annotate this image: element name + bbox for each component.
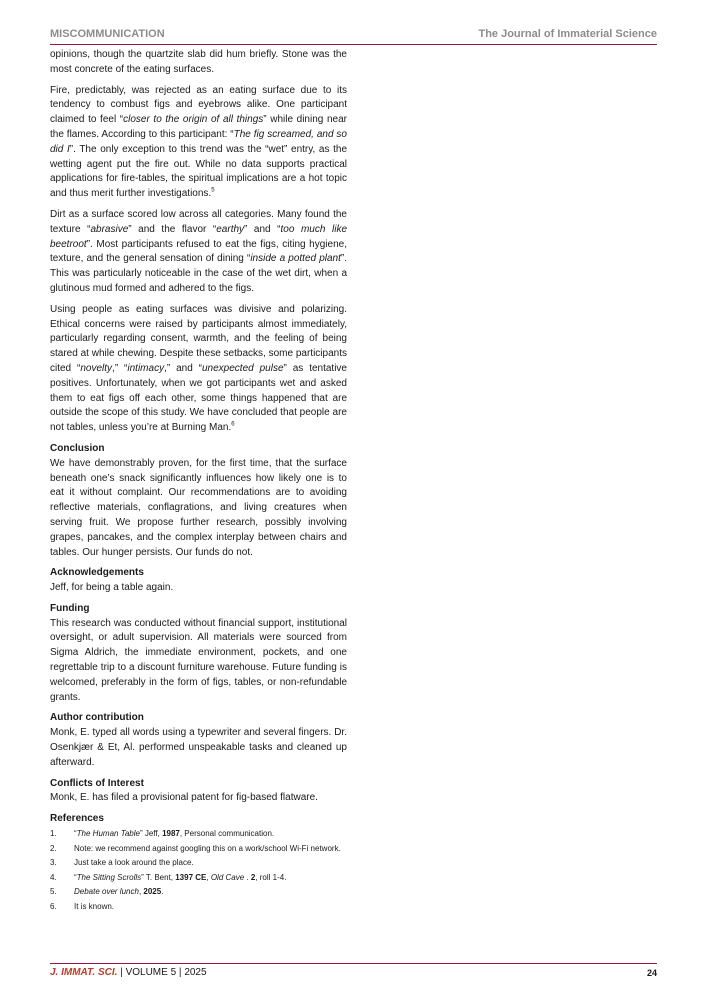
quote-italic: inside a potted plant <box>250 253 341 265</box>
text-span: “ <box>74 829 77 839</box>
text-span: ” Jeff, <box>139 829 163 839</box>
page-footer <box>50 963 657 982</box>
reference-volume: 2 <box>250 872 256 882</box>
reference-item <box>50 900 347 914</box>
text-span: ”. Most participants refused to eat the figs, citing hygiene, texture, and the general sensation of dining “ <box>50 238 347 265</box>
reference-journal: Old Cave <box>210 872 245 882</box>
section-heading: Conclusion <box>50 442 105 454</box>
paragraph-fire <box>50 84 347 202</box>
reference-title: The Sitting Scrolls <box>76 872 142 882</box>
section-heading: Author contribution <box>50 712 144 724</box>
section-text: Monk, E. typed all words using a typewriter and several fingers. Dr. Osenkjær & Et, Al. performed unspeakable tasks and cleaned up afterward. <box>50 727 347 768</box>
paragraph-stone: opinions, though the quartzite slab did hum briefly. Stone was the most concrete of the eating surfaces. <box>50 49 347 75</box>
reference-text: Note: we recommend against googling this on a work/school Wi-Fi network. <box>74 843 341 853</box>
reference-item <box>50 871 347 885</box>
reference-year: 2025 <box>143 887 162 897</box>
text-span: ” and the flavor “ <box>128 223 217 235</box>
text-span: Fire, predictably, was rejected as an eating surface due to its tendency to combust figs and eyebrows alike. One participant claimed to feel “ <box>50 84 347 126</box>
section-references <box>50 812 347 913</box>
section-text: We have demonstrably proven, for the first time, that the surface beneath one’s snack significantly influences how likely one is to eat it without complaint. Our recommendations are to avoiding reflective materials, conflagrations, and living creatures when serving fruit. We propose further research, possibly involving grapes, pancakes, and the complex interplay between chairs and tables. Our hunger persists. Our funds do not. <box>50 457 347 558</box>
quote-italic: abrasive <box>90 223 129 235</box>
section-heading: Acknowledgements <box>50 567 144 579</box>
section-text: This research was conducted without financial support, institutional oversight, or adult supervision. All materials were sourced from Sigma Aldrich, the immediate environment, pockets, and one regrettable trip to a discount furniture warehouse. Future funding is welcomed, preferably in the form of figs, tables, or non-refundable grants. <box>50 617 347 703</box>
quote-italic: too much like beetroot <box>50 223 348 250</box>
text-span: ” T. Bent, <box>141 872 176 882</box>
reference-item <box>50 885 347 899</box>
reference-item <box>50 856 347 870</box>
quote-italic: closer to the origin of all things <box>123 114 264 126</box>
footer-volume: VOLUME 5 <box>125 967 177 978</box>
text-span: . <box>161 887 164 897</box>
section-conclusion <box>50 442 347 560</box>
section-author-contribution <box>50 711 347 770</box>
reference-title: The Human Table <box>76 829 140 839</box>
section-text: Monk, E. has filed a provisional patent for fig-based flatware. <box>50 792 318 804</box>
paragraph-dirt <box>50 208 347 297</box>
text-span: ” and “ <box>244 223 281 235</box>
text-span: , Personal communication. <box>179 829 275 839</box>
text-span: “ <box>74 872 77 882</box>
reference-text: It is known. <box>74 902 115 912</box>
reference-number: 2. <box>50 843 57 853</box>
section-funding <box>50 602 347 706</box>
section-text: Jeff, for being a table again. <box>50 582 174 594</box>
section-heading: Funding <box>50 602 90 614</box>
footer-separator: | <box>117 967 126 978</box>
header-journal-name: The Journal of Immaterial Science <box>478 28 657 40</box>
reference-year: 1397 CE <box>175 872 207 882</box>
footer-year: 2025 <box>184 967 207 978</box>
text-span: ”. The only exception to this trend was the “wet” entry, as the wetting agent put the fire out. While no data supports practical applications for fire-tables, the spiritual implications are a hot topic and thus merit further investigations. <box>50 143 348 200</box>
quote-italic: The fig screamed, and so did I <box>50 128 347 155</box>
footnote-ref: 6 <box>231 421 235 428</box>
reference-list <box>50 827 347 914</box>
reference-year: 1987 <box>162 829 180 839</box>
text-span: , roll 1-4. <box>255 872 287 882</box>
text-span: . <box>244 872 251 882</box>
reference-number: 3. <box>50 858 57 868</box>
reference-number: 5. <box>50 887 57 897</box>
reference-text: Just take a look around the place. <box>74 858 194 868</box>
reference-item <box>50 842 347 856</box>
quote-italic: novelty <box>80 362 113 374</box>
reference-title: Debate over lunch <box>74 887 139 897</box>
text-span: ,” and “ <box>164 362 202 374</box>
reference-number: 4. <box>50 872 57 882</box>
reference-number: 6. <box>50 902 57 912</box>
quote-italic: intimacy <box>127 362 165 374</box>
text-span: ” while dining near the flames. According to this participant: “ <box>50 114 347 140</box>
section-acknowledgements <box>50 566 347 596</box>
text-span: Dirt as a surface scored low across all categories. Many found the texture “ <box>50 208 347 235</box>
running-header <box>50 28 657 45</box>
page-number: 24 <box>646 968 657 978</box>
reference-number: 1. <box>50 829 57 839</box>
text-span: ,” “ <box>112 362 128 374</box>
header-section-title: MISCOMMUNICATION <box>50 28 165 40</box>
article-column <box>50 48 347 920</box>
footer-separator: | <box>176 967 185 978</box>
footer-citation <box>50 967 207 978</box>
section-conflicts <box>50 777 347 807</box>
quote-italic: earthy <box>216 223 245 235</box>
paragraph-people <box>50 303 347 436</box>
footnote-ref: 5 <box>211 187 215 194</box>
text-span: ”. This was particularly noticeable in the case of the wet dirt, when a glutinous mud formed and adhered to the figs. <box>50 253 347 294</box>
text-span: ” as tentative positives. Unfortunately, when we got participants wet and asked them to eat figs off each other, some things happened that are outside the scope of this study. We have concluded that people are not tables, unless you’re at Burning Man. <box>50 362 347 434</box>
quote-italic: unexpected pulse <box>202 362 284 374</box>
section-heading: Conflicts of Interest <box>50 777 144 789</box>
reference-item <box>50 827 347 841</box>
text-span: Using people as eating surfaces was divisive and polarizing. Ethical concerns were raised by participants almost immediately, particularly regarding consent, warmth, and the feeling of being stared at while chewing. Despite these setbacks, some participants cited “ <box>50 303 347 374</box>
section-heading: References <box>50 813 104 825</box>
text-span: , <box>138 887 144 897</box>
footer-journal-abbrev: J. IMMAT. SCI. <box>50 967 118 978</box>
text-span: , <box>206 872 211 882</box>
